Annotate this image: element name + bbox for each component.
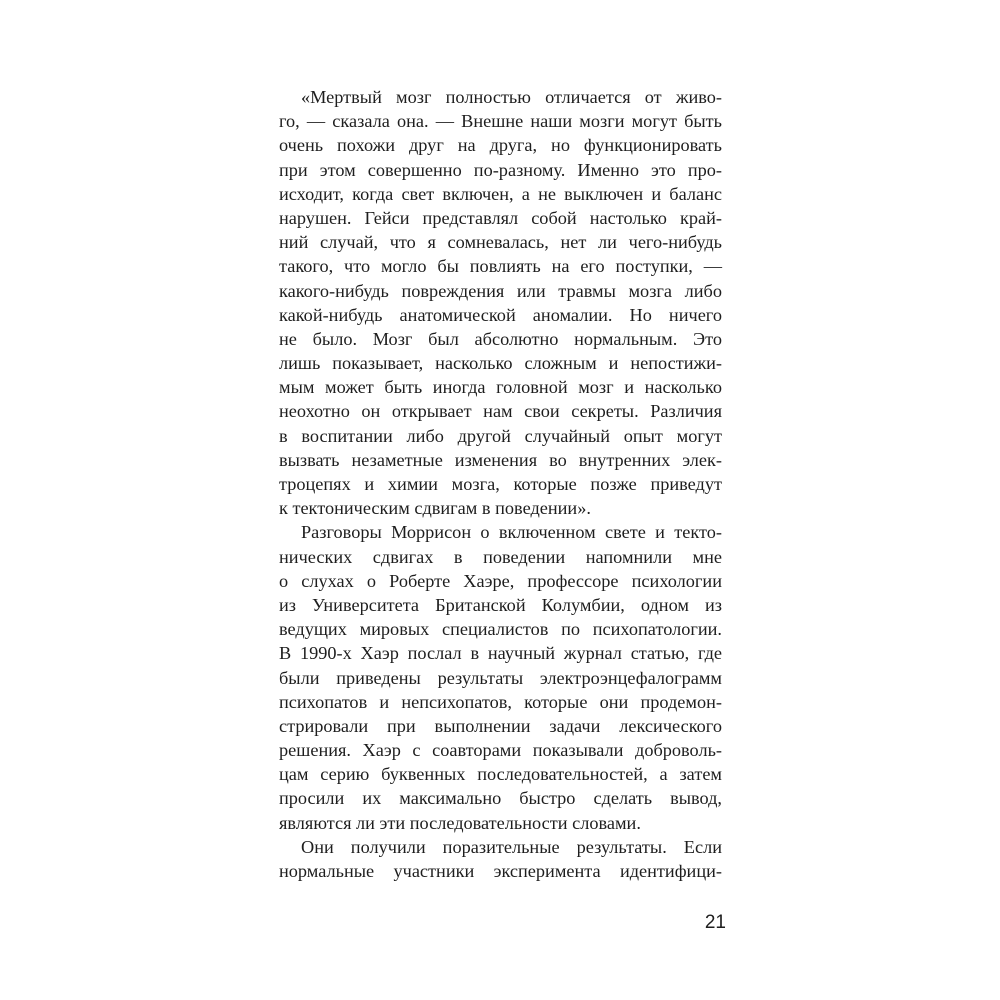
text-line: очень похожи друг на друга, но функционировать [279, 135, 722, 156]
paragraph-2 [279, 520, 722, 834]
text-line: какой-нибудь анатомической аномалии. Но ничего [279, 304, 722, 325]
text-line: из Университета Британской Колумбии, одном из [279, 594, 722, 615]
paragraph-1 [279, 85, 722, 520]
paragraph-3 [279, 835, 722, 883]
text-line: троцепях и химии мозга, которые позже приведут [279, 474, 722, 494]
text-line: исходит, когда свет включен, а не выключен и баланс [279, 183, 722, 204]
text-line: такого, что могло бы повлиять на его поступки, — [279, 256, 722, 277]
text-line: ний случай, что я сомневалась, нет ли чего-нибудь [279, 232, 722, 253]
text-line: неохотно он открывает нам свои секреты. Различия [279, 401, 722, 422]
text-line: Они получили поразительные результаты. Если [301, 836, 722, 857]
text-line: цам серию буквенных последовательностей, а затем [279, 764, 722, 785]
text-line: ведущих мировых специалистов по психопатологии. [279, 619, 722, 640]
text-line: мым может быть иногда головной мозг и насколько [279, 377, 722, 398]
text-line: нормальные участники эксперимента идентифици- [279, 861, 722, 881]
text-line: нических сдвигах в поведении напомнили мне [279, 546, 722, 567]
text-line: Разговоры Моррисон о включенном свете и текто- [301, 522, 722, 543]
text-line: в воспитании либо другой случайный опыт могут [279, 425, 722, 446]
page-number: 21 [704, 912, 726, 933]
text-line: не было. Мозг был абсолютно нормальным. Это [279, 328, 722, 349]
text-line: лишь показывает, насколько сложным и непостижи- [279, 353, 722, 374]
text-line: го, — сказала она. — Внешне наши мозги могут быть [279, 111, 722, 132]
text-line: к тектоническим сдвигам в поведении». [279, 498, 591, 519]
body-text [279, 85, 722, 883]
text-line: являются ли эти последовательности словами. [279, 812, 641, 833]
text-line: о слухах о Роберте Хаэре, профессоре психологии [279, 570, 722, 591]
text-line: при этом совершенно по-разному. Именно это про- [279, 159, 722, 180]
text-line: вызвать незаметные изменения во внутренних элек- [279, 449, 722, 470]
text-line: просили их максимально быстро сделать вывод, [279, 788, 722, 809]
text-line: нарушен. Гейси представлял собой настолько край- [279, 207, 722, 228]
text-line: были приведены результаты электроэнцефалограмм [279, 667, 722, 688]
text-line: стрировали при выполнении задачи лексического [279, 715, 722, 736]
text-line: психопатов и непсихопатов, которые они продемон- [279, 691, 722, 712]
text-line: решения. Хаэр с соавторами показывали доброволь- [279, 740, 722, 761]
text-line: какого-нибудь повреждения или травмы мозга либо [279, 280, 722, 301]
text-line: В 1990-х Хаэр послал в научный журнал статью, где [279, 643, 722, 664]
text-line: «Мертвый мозг полностью отличается от живо- [301, 87, 722, 107]
